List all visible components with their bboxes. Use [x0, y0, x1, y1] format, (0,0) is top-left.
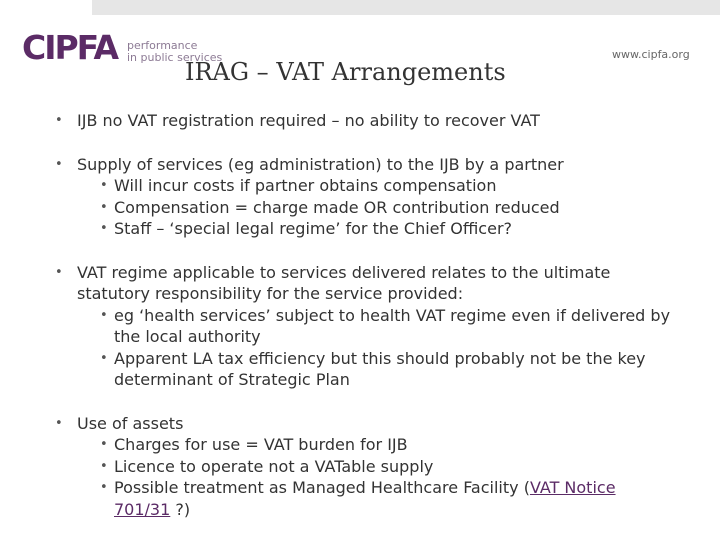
- header-strip: [92, 0, 720, 15]
- sub-bullet-text: Will incur costs if partner obtains compensation: [114, 176, 497, 195]
- bullet-dot-icon: •: [55, 156, 63, 172]
- bullet-item: [55, 154, 675, 240]
- bullet-dot-icon: •: [55, 415, 63, 431]
- sub-bullet-text: Charges for use = VAT burden for IJB: [114, 435, 408, 454]
- sub-bullet-item: [77, 218, 675, 240]
- bullet-text: IJB no VAT registration required – no ability to recover VAT: [77, 111, 540, 130]
- sub-bullet-text: Apparent LA tax efficiency but this should probably not be the key determinant of Strategic Plan: [114, 348, 646, 389]
- sub-bullet-item: [77, 197, 675, 219]
- website-url: www.cipfa.org: [612, 48, 690, 61]
- sub-bullet-item: [77, 175, 675, 197]
- sub-bullet-text-prefix: Possible treatment as Managed Healthcare Facility (: [114, 478, 530, 497]
- bullet-text: Use of assets: [77, 413, 184, 433]
- bullet-dot-icon: •: [55, 113, 63, 128]
- logo-tagline-line-2: in public services: [126, 51, 223, 64]
- bullet-item: [55, 413, 675, 521]
- slide-title: IRAG – VAT Arrangements: [185, 58, 506, 86]
- bullet-item: [55, 262, 675, 391]
- sub-bullet-text: Staff – ‘special legal regime’ for the Chief Officer?: [114, 219, 513, 238]
- sub-bullet-item: [77, 456, 675, 478]
- bullet-dot-icon: •: [100, 178, 108, 193]
- bullet-text: Supply of services (eg administration) to the IJB by a partner: [77, 154, 564, 174]
- bullet-dot-icon: •: [100, 307, 108, 323]
- bullet-dot-icon: •: [100, 221, 108, 236]
- bullet-dot-icon: •: [100, 350, 108, 366]
- sub-bullet-text: eg ‘health services’ subject to health VAT regime even if delivered by the local authority: [114, 305, 671, 346]
- slide-content: [55, 110, 675, 542]
- bullet-dot-icon: •: [100, 199, 108, 215]
- logo-tagline-line-1: performance: [126, 39, 198, 52]
- bullet-dot-icon: •: [100, 437, 108, 452]
- sub-bullet-text: [114, 478, 616, 519]
- sub-bullet-text: Compensation = charge made OR contribution reduced: [114, 197, 560, 217]
- bullet-dot-icon: •: [100, 480, 108, 495]
- sub-bullet-item: [77, 348, 675, 391]
- sub-bullet-text: Licence to operate not a VATable supply: [114, 456, 434, 476]
- sub-bullet-item: [77, 434, 675, 456]
- sub-bullet-item: [77, 305, 675, 348]
- sub-bullet-item: [77, 477, 675, 520]
- vat-notice-link[interactable]: VAT Notice 701/31: [114, 478, 616, 519]
- bullet-dot-icon: •: [55, 264, 63, 280]
- logo-wordmark: CIPFA: [22, 28, 117, 67]
- bullet-dot-icon: •: [100, 458, 108, 474]
- bullet-text: VAT regime applicable to services delivered relates to the ultimate statutory responsibility for the service provided:: [77, 262, 611, 303]
- bullet-item: [55, 110, 675, 132]
- sub-bullet-text-suffix: ?): [170, 499, 191, 519]
